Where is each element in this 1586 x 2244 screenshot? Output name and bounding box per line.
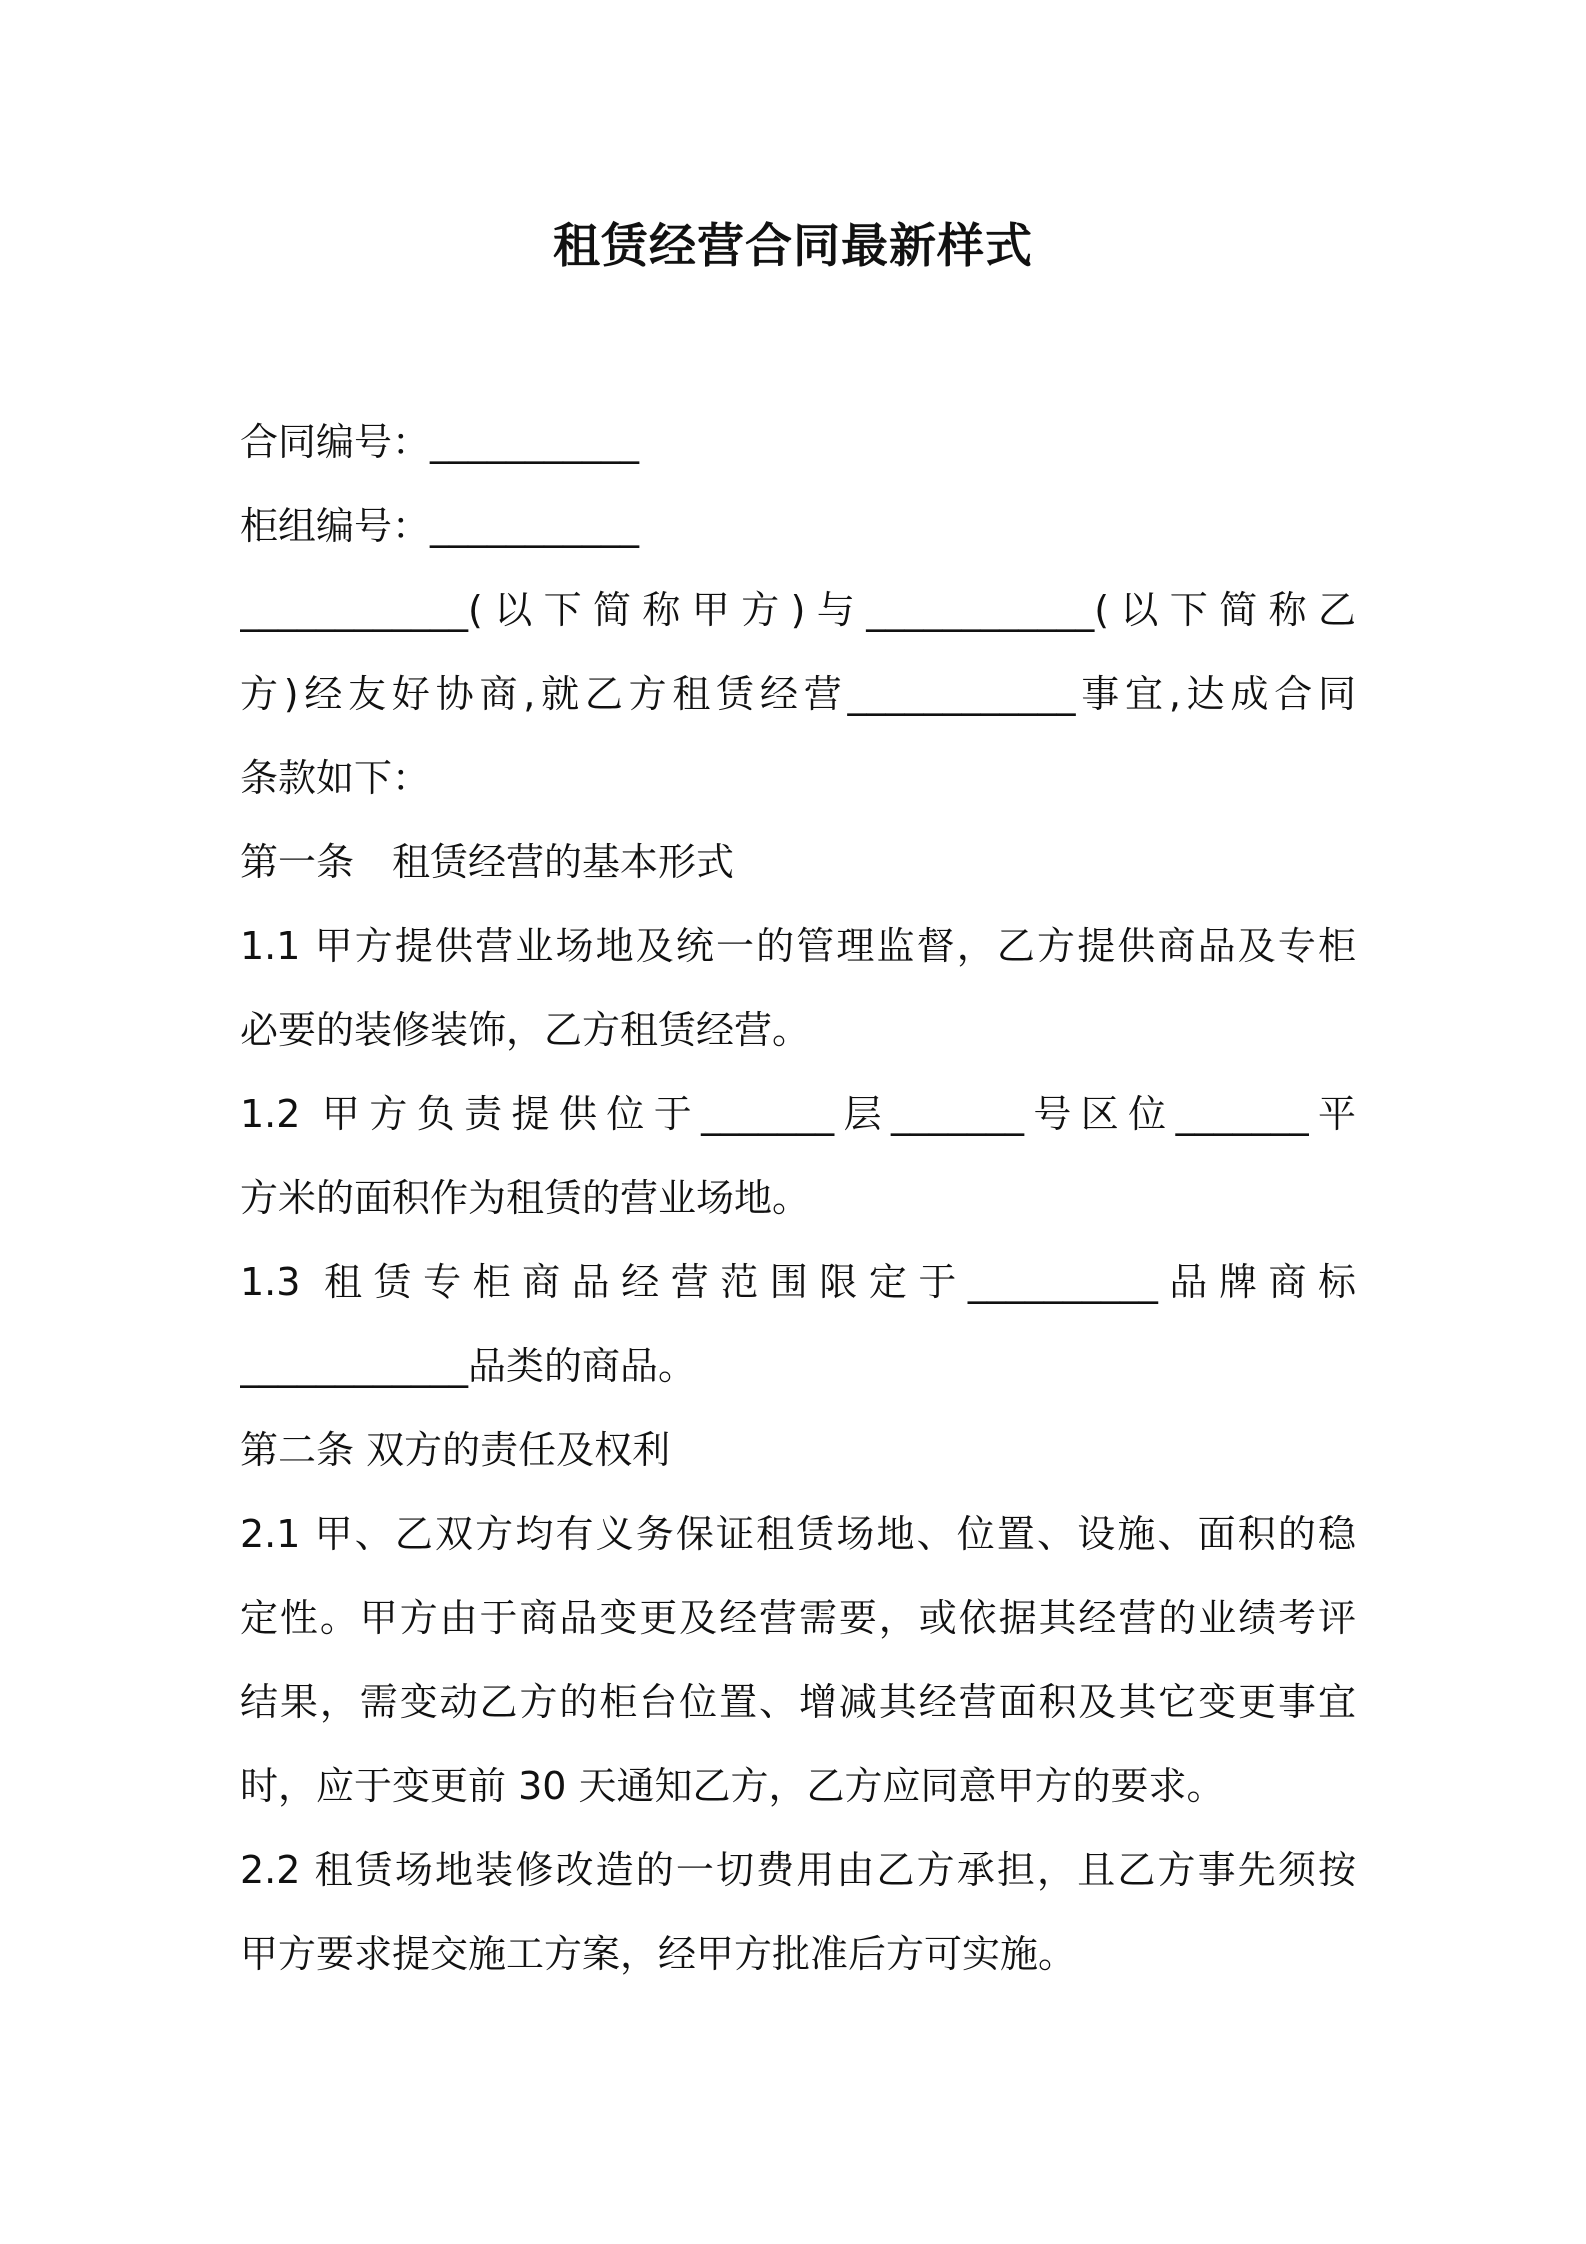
counter-group-number-line: 柜组编号：___________ — [240, 504, 640, 548]
clause-line: 时，应于变更前 30 天通知乙方，乙方应同意甲方的要求。 — [240, 1764, 1225, 1808]
clause-line: 2.2 租赁场地装修改造的一切费用由乙方承担，且乙方事先须按 — [240, 1848, 1356, 1892]
paragraph-line: 方)经友好协商,就乙方租赁经营____________事宜,达成合同 — [240, 672, 1356, 716]
clause-line: 甲方要求提交施工方案，经甲方批准后方可实施。 — [240, 1932, 1077, 1976]
article-heading: 第二条 双方的责任及权利 — [240, 1428, 671, 1472]
paragraph-line: 条款如下： — [240, 756, 431, 800]
contract-number-line: 合同编号：___________ — [240, 420, 640, 464]
paragraph-line: ____________(以下简称甲方)与____________(以下简称乙 — [240, 588, 1356, 632]
clause-line: 1.1 甲方提供营业场地及统一的管理监督，乙方提供商品及专柜 — [240, 924, 1356, 968]
document-body — [240, 400, 1356, 1996]
clause-line: 定性。甲方由于商品变更及经营需要，或依据其经营的业绩考评 — [240, 1596, 1356, 1640]
clause-line: 结果，需变动乙方的柜台位置、增减其经营面积及其它变更事宜 — [240, 1680, 1356, 1724]
article-heading: 第一条 租赁经营的基本形式 — [240, 840, 735, 884]
clause-line: 1.3 租赁专柜商品经营范围限定于__________品牌商标 — [240, 1260, 1356, 1304]
clause-line: 2.1 甲、乙双方均有义务保证租赁场地、位置、设施、面积的稳 — [240, 1512, 1356, 1556]
clause-line: 方米的面积作为租赁的营业场地。 — [240, 1176, 811, 1220]
clause-line: 必要的装修装饰，乙方租赁经营。 — [240, 1008, 811, 1052]
document-title: 租赁经营合同最新样式 — [553, 219, 1033, 274]
clause-line: 1.2 甲方负责提供位于_______层_______号区位_______平 — [240, 1092, 1356, 1136]
clause-line: ____________品类的商品。 — [240, 1344, 697, 1388]
